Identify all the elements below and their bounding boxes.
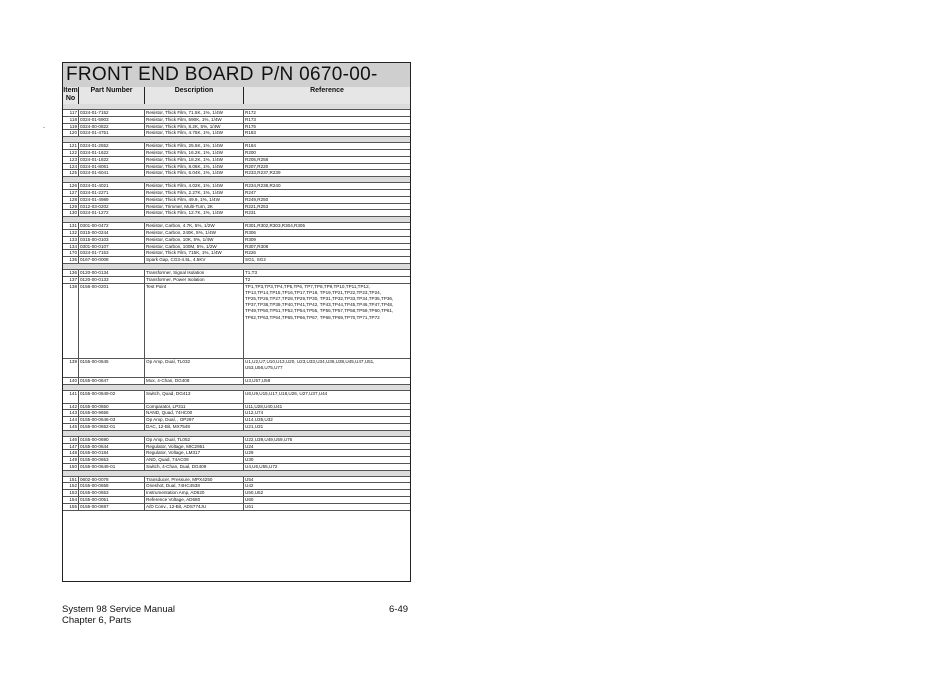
description-cell: Resistor, Thick Film, 49.9, 1%, 1/4W [145, 197, 244, 203]
table-row [63, 117, 410, 124]
description-cell: Regulator, Voltage, MIC2951 [145, 444, 244, 450]
reference-cell: U8,U9,U15,U17,U18,U26, U27,U37,U44 [245, 390, 328, 396]
part-number-cell: 0312-03-0202 [79, 204, 145, 210]
table-row [63, 490, 410, 497]
table-row [63, 497, 410, 504]
description-cell: Op Amp, Dual, TL052 [145, 437, 244, 443]
part-number-cell: 0301-00-0107 [79, 244, 145, 250]
reference-cell: U61 [245, 503, 254, 509]
reference-cell: T2 [245, 276, 251, 282]
table-row [63, 237, 410, 244]
table-row [63, 244, 410, 251]
header-ref-label: Reference [310, 87, 344, 94]
table-row [63, 284, 410, 359]
item-number-cell: 134 [63, 244, 79, 250]
part-number-cell: 0155-00-0645 [79, 359, 145, 377]
table-row [63, 223, 410, 230]
item-number-cell: 147 [63, 444, 79, 450]
part-number-cell: 0155-00-0658 [79, 483, 145, 489]
reference-cell: U14,U35,U32 [245, 417, 273, 423]
reference-cell: R200 [245, 149, 256, 155]
table-row [63, 143, 410, 150]
part-number-cell: 0602-00-0078 [79, 477, 145, 483]
reference-cell: U42 [245, 483, 254, 489]
item-number-cell: 136 [63, 270, 79, 276]
reference-cell: U11,U28,U40,U41 [245, 403, 283, 409]
reference-cell: R247 [245, 189, 256, 195]
table-row [63, 504, 410, 511]
table-row [63, 404, 410, 411]
item-number-cell: 143 [63, 410, 79, 416]
reference-cell: R207,R220 [245, 163, 269, 169]
reference-cell: U3,U57,U58 [245, 377, 271, 383]
chapter-title: Chapter 6, Parts [62, 615, 132, 626]
reference-cell: TP1,TP3,TP3,TP4,TP5,TP6, TP7,TP8,TP9,TP10,TP11,TP12, TP13,TP14,TP15,TP16,TP17,TP18, TP19,TP21,TP22,TP23,TP24, TP25,TP26,TP27,TP28,TP29,TP30, TP31,TP32,TP33,TP34,TP35,TP36, TP37,TP38,TP39,TP40,TP41,TP42, TP43,TP44,TP45,TP46,TP47,TP48, TP49,TP50,TP51,TP52,TP54,TP55, TP56,TP57,TP58,TP59,TP60,TP61, TP62,TP63,TP64,TP65,TP66,TP67, TP68,TP69,TP70,TP71,TP72 [245, 283, 394, 320]
part-number-cell: 0324-01-6041 [79, 170, 145, 176]
reference-cell: R172 [245, 110, 256, 115]
table-row [63, 424, 410, 431]
table-row [63, 130, 410, 137]
part-number-cell: 0324-01-7152 [79, 110, 145, 116]
description-cell: Resistor, Thick Film, 25.5K, 1%, 1/4W [145, 143, 244, 149]
part-number-cell: 0155-00-0652-01 [79, 424, 145, 430]
description-cell: Op Amp, Dual, TL032 [145, 359, 244, 377]
description-cell: Resistor, Thick Film, 12.7K, 1%, 1/4W [145, 210, 244, 216]
table-row [63, 444, 410, 451]
part-number-cell: 0324-01-1622 [79, 150, 145, 156]
item-number-cell: 133 [63, 237, 79, 243]
part-number-cell: 0324-01-4021 [79, 183, 145, 189]
part-number-cell: 0324-01-1822 [79, 157, 145, 163]
reference-cell: U4,U6,U55,U72 [245, 463, 278, 469]
reference-cell: U21,U31 [245, 423, 264, 429]
part-number-cell: 0324-01-1272 [79, 210, 145, 216]
item-number-cell: 127 [63, 190, 79, 196]
description-cell: Resistor, Thick Film, 8.06K, 1%, 1/4W [145, 164, 244, 170]
part-number-cell: 0324-01-5903 [79, 117, 145, 123]
table-row [63, 164, 410, 171]
reference-cell: R231 [245, 210, 256, 216]
reference-cell: U24 [245, 443, 254, 449]
header-reference [244, 87, 410, 104]
part-number-title: P/N 0670-00- [261, 64, 378, 85]
description-cell: Resistor, Thick Film, 16.2K, 1%, 1/4W [145, 150, 244, 156]
part-number-cell: 0120-00-0133 [79, 277, 145, 283]
item-number-cell: 129 [63, 204, 79, 210]
description-cell: Op Amp, Dual, , OP297 [145, 417, 244, 423]
description-cell: Transducer, Pressure, MPX4250 [145, 477, 244, 483]
table-body [63, 104, 410, 511]
description-cell: DAC, 12-Bit, MX7548 [145, 424, 244, 430]
description-cell: Mux, 4-Chan, DG408 [145, 378, 244, 384]
description-cell: Resistor, Thick Film, 590K, 1%, 1/4W [145, 117, 244, 123]
item-number-cell: 152 [63, 483, 79, 489]
item-number-cell: 155 [63, 504, 79, 510]
item-number-cell: 148 [63, 450, 79, 456]
item-number-cell: 142 [63, 404, 79, 410]
description-cell: Resistor, Carbon, 100M, 5%, 1/2W [145, 244, 244, 250]
description-cell: Spark Gap, CG3-4.5L, 4.5KV [145, 257, 244, 263]
reference-cell: R306 [245, 229, 256, 235]
table-row [63, 250, 410, 257]
reference-cell: U60 [245, 497, 254, 503]
table-row [63, 270, 410, 277]
description-cell: Test Point [145, 284, 244, 358]
table-row [63, 457, 410, 464]
item-number-cell: 149 [63, 457, 79, 463]
table-row [63, 450, 410, 457]
part-number-cell: 0324-01-4751 [79, 130, 145, 136]
description-cell: Oneshot, Dual, 74HC4538 [145, 483, 244, 489]
part-number-cell: 0324-01-2552 [79, 143, 145, 149]
part-number-cell: 0155-00-0647 [79, 378, 145, 384]
item-number-cell: 170 [63, 250, 79, 256]
description-cell: NAND, Quad, 74HC00 [145, 410, 244, 416]
reference-cell: R175 [245, 123, 256, 129]
table-row [63, 230, 410, 237]
description-cell: Reference Voltage, AD680 [145, 497, 244, 503]
item-number-cell: 153 [63, 490, 79, 496]
part-number-cell: 0324-01-4989 [79, 197, 145, 203]
description-cell: Transformer, Power Isolation [145, 277, 244, 283]
table-row [63, 359, 410, 378]
table-row [63, 437, 410, 444]
parts-list-table [62, 62, 411, 582]
table-row [63, 464, 410, 471]
reference-cell: U30 [245, 457, 254, 463]
header-item-no [63, 87, 79, 104]
item-number-cell: 121 [63, 143, 79, 149]
description-cell: Regulator, Voltage, LM317 [145, 450, 244, 456]
description-cell: Switch, 4-Chan, Dual, DG409 [145, 464, 244, 470]
margin-mark: - [43, 125, 45, 131]
table-row [63, 183, 410, 190]
table-row [63, 391, 410, 404]
table-row [63, 197, 410, 204]
reference-cell: U50,U52 [245, 490, 264, 496]
reference-cell: R221,R253 [245, 203, 269, 209]
reference-cell: U29 [245, 450, 254, 456]
item-number-cell: 132 [63, 230, 79, 236]
description-cell: A/D Conv., 12-Bit, ADS774JU [145, 504, 244, 510]
table-row [63, 170, 410, 177]
part-number-cell: 0315-00-0103 [79, 237, 145, 243]
item-number-cell: 145 [63, 424, 79, 430]
item-number-cell: 138 [63, 284, 79, 358]
table-row [63, 257, 410, 264]
table-row [63, 410, 410, 417]
item-number-cell: 141 [63, 391, 79, 403]
item-number-cell: 140 [63, 378, 79, 384]
reference-cell: R173 [245, 116, 256, 122]
table-row [63, 190, 410, 197]
title-band [63, 63, 410, 88]
item-number-cell: 151 [63, 477, 79, 483]
table-row [63, 150, 410, 157]
reference-cell: R184 [245, 143, 256, 149]
table-row [63, 417, 410, 424]
part-number-cell: 0155-00-0646-03 [79, 417, 145, 423]
header-part-number [79, 87, 145, 104]
part-number-cell: 0155-00-0051 [79, 497, 145, 503]
item-number-cell: 124 [63, 164, 79, 170]
description-cell: Resistor, Thick Film, 4.02K, 1%, 1/4W [145, 183, 244, 189]
description-cell: Resistor, Thick Film, 2.27K, 1%, 1/4W [145, 190, 244, 196]
reference-cell: R226 [245, 250, 256, 256]
description-cell: Resistor, Thick Film, 18.2K, 1%, 1/4W [145, 157, 244, 163]
description-cell: Instrumentation Amp, AD620 [145, 490, 244, 496]
part-number-cell: 0301-00-0472 [79, 223, 145, 229]
description-cell: Resistor, Thick Film, 4.75K, 1%, 1/4W [145, 130, 244, 136]
description-cell: AND, Quad, 74AC08 [145, 457, 244, 463]
item-number-cell: 123 [63, 157, 79, 163]
item-number-cell: 137 [63, 277, 79, 283]
page-number: 6-49 [389, 604, 409, 615]
description-cell: Resistor, Trimmer, Multi-Turn, 2K [145, 204, 244, 210]
description-cell: Comparator, LP311 [145, 404, 244, 410]
part-number-cell: 0315-00-0244 [79, 230, 145, 236]
reference-cell: U1,U2,U7,U10,U13,U20, U23,U33,U34,U36,U38,U45,U47,U51, U53,U56,U75,U77 [245, 358, 375, 370]
reference-cell: U54 [245, 476, 254, 482]
item-number-cell: 126 [63, 183, 79, 189]
part-number-cell: 0155-00-0649-02 [79, 391, 145, 403]
part-number-cell: 0155-00-0184 [79, 450, 145, 456]
description-cell: Resistor, Carbon, 240K, 5%, 1/4W [145, 230, 244, 236]
part-number-cell: 0324-01-8061 [79, 164, 145, 170]
table-row [63, 204, 410, 211]
item-number-cell: 154 [63, 497, 79, 503]
reference-cell: R301,R302,R303,R304,R305 [245, 223, 306, 229]
header-item-line1: Item [63, 87, 78, 94]
item-number-cell: 130 [63, 210, 79, 216]
column-header-row [63, 87, 410, 105]
description-cell: Resistor, Carbon, 10K, 5%, 1/4W [145, 237, 244, 243]
reference-cell: SG1, SG2 [245, 257, 266, 263]
item-number-cell: 128 [63, 197, 79, 203]
table-row [63, 110, 410, 117]
description-cell: Resistor, Thick Film, 715K, 1%, 1/4W [145, 250, 244, 256]
item-number-cell: 144 [63, 417, 79, 423]
item-number-cell: 118 [63, 117, 79, 123]
reference-cell: R249,R250 [245, 196, 269, 202]
part-number-cell: 0167-00-0008 [79, 257, 145, 263]
reference-cell: R183 [245, 130, 256, 136]
reference-cell: R205,R258 [245, 156, 269, 162]
table-row [63, 477, 410, 484]
table-row [63, 483, 410, 490]
item-number-cell: 125 [63, 170, 79, 176]
part-number-cell: 0324-01-2271 [79, 190, 145, 196]
part-number-cell: 0156-00-0201 [79, 284, 145, 358]
header-part-label: Part Number [90, 87, 133, 94]
footer-left [62, 604, 175, 626]
table-row [63, 157, 410, 164]
part-number-cell: 0155-00-0649-01 [79, 464, 145, 470]
item-number-cell: 146 [63, 437, 79, 443]
item-number-cell: 131 [63, 223, 79, 229]
description-cell: Resistor, Thick Film, 8.2K, 5%, 1/4W [145, 124, 244, 130]
item-number-cell: 120 [63, 130, 79, 136]
table-row [63, 124, 410, 131]
reference-cell: R234,R238,R240 [245, 183, 281, 189]
description-cell: Resistor, Thick Film, 71.5K, 1%, 1/4W [145, 110, 244, 116]
part-number-cell: 0324-00-0822 [79, 124, 145, 130]
part-number-cell: 0155-00-0644 [79, 444, 145, 450]
item-number-cell: 139 [63, 359, 79, 377]
item-number-cell: 117 [63, 110, 79, 116]
board-title: FRONT END BOARD [66, 64, 254, 85]
header-description [145, 87, 244, 104]
part-number-cell: 0155-00-0690 [79, 437, 145, 443]
item-number-cell: 135 [63, 257, 79, 263]
header-item-line2: No [65, 95, 76, 102]
table-row [63, 378, 410, 385]
reference-cell: R233,R237,R239 [245, 170, 281, 176]
part-number-cell: 0324-01-7153 [79, 250, 145, 256]
description-cell: Switch, Quad, DG413 [145, 391, 244, 403]
reference-cell: U12,U74 [245, 410, 264, 416]
part-number-cell: 0155-00-0650 [79, 404, 145, 410]
table-row [63, 277, 410, 284]
part-number-cell: 0155-00-0653 [79, 490, 145, 496]
description-cell: Transformer, Signal Isolation [145, 270, 244, 276]
part-number-cell: 0120-00-0134 [79, 270, 145, 276]
description-cell: Resistor, Thick Film, 6.04K, 1%, 1/4W [145, 170, 244, 176]
item-number-cell: 150 [63, 464, 79, 470]
reference-cell: R307,R308 [245, 243, 269, 249]
item-number-cell: 119 [63, 124, 79, 130]
table-row [63, 210, 410, 217]
reference-cell: U22,U39,U49,U59,U76 [245, 436, 293, 442]
manual-title: System 98 Service Manual [62, 604, 175, 615]
part-number-cell: 0155-00-0697 [79, 504, 145, 510]
description-cell: Resistor, Carbon, 4.7K, 5%, 1/2W [145, 223, 244, 229]
reference-cell: T1,T3 [245, 269, 257, 275]
part-number-cell: 0155-00-9656 [79, 410, 145, 416]
header-desc-label: Description [174, 87, 214, 94]
part-number-cell: 0155-00-0653 [79, 457, 145, 463]
reference-cell: R309 [245, 236, 256, 242]
item-number-cell: 122 [63, 150, 79, 156]
